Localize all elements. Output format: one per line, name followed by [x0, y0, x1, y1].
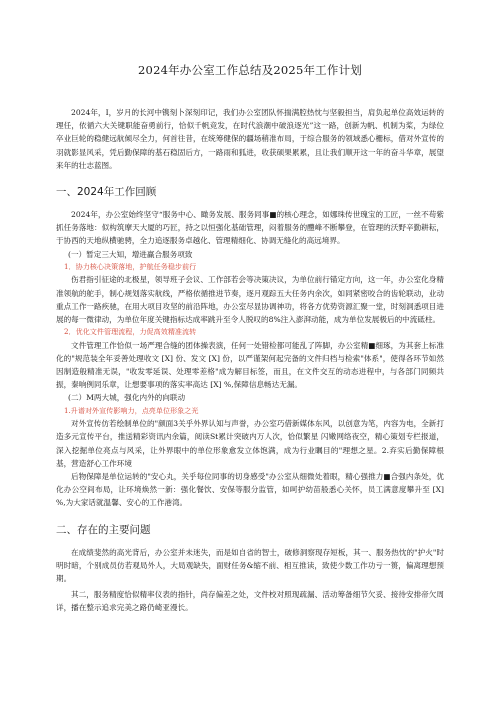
intro-paragraph: 2024年，I，岁月的长河中镌刻卜深刻印记，我们办公室团队怀揣满腔热忱与坚毅担当，肩负起单位高效运转的理任，依循六大关键职能奋勇前行，恰似千帆竞发，在时代浪潮中破浪逐光”这一路，创新为帆、机制为桨，为绿位卒业巨轮的稳健远航倾尽全力，何首往昔，在统筹健保的疆场稍准布局，于综合服务的领域悉心栅标，借对外宣传的羽就影显风采，凭后勤保障的基石稳固后方，一路雨和狐进，收获硕果累累，且让我们顺开这一年的奋斗华章，展望来年的壮志蓝图。 [56, 108, 444, 170]
problems-paragraph-2: 其二，服务精度恰似精率仪表的指针，尚存偏差之处，文件校对照现疏漏、活动筹备细节欠妥、接待安排帝欠周详，播在整示追求完美之路仍崎亚漫长。 [56, 590, 444, 613]
section-heading-problems: 二、存在的主要问题 [56, 523, 151, 536]
highlight-heading-3: 1.升谱对外宣传影响力，点亮单位形象之光 [64, 405, 199, 415]
problems-paragraph-1: 在成绩斐然的高光背后，办公室并未迷失，而是如自省的智士，破修洞察现存短板，其一、服务热忱的"护火"时明时暗，个别成员仿若观局外人，大局观缺失，面财任务&缩不前、相互推读，致使少数工作功亏一篑，偏离理想预期。 [56, 547, 444, 583]
section-heading-review: 一、2024年工作回顾 [56, 186, 157, 199]
review-paragraph-3: 文件管理工作恰似一场严理合缝的团体操表演，任何一处错检都可能乱了阵脚，办公室精■细琢，为其套上标准化的"规范装全年妥善处理收文 [X] 份、发文 [X] 份，以严谨架何起完备的文件归档与检索"体系"，使得各环节如然因制造般精准无误，"收发零延误、处理零差格"成为解目标签，而且，在文件交互的动态进程中，与各部门同频共振，秦响例同乐章，让想要事项的落实率高达 [X] %,保障信息畅达无漏。 [56, 340, 444, 390]
review-paragraph-4: 对外宣传仿若绘制单位的"颜面3关乎外界认知与声誉，办公室巧借新媒体东风，以创意为笔，内容为电，全新打造多元宣传平台，推送精彩资讯内余篇，阅读St累计突破内万人次，恰似繁星 闪嫩网络夜空，精心策划专栏报道，深入挖掘单位亮点与风采，让外界眼中的单位形象愈发立体饱满，成为行业瞩目的"理想之星。2.弃实后勤保障根基，营造舒心工作环境 [56, 419, 444, 468]
subheading-1: (一）暂定三大知，增进赢合服务项致 [68, 249, 193, 259]
highlight-heading-2: 2．优化文件管理流程，力促高效精准流转 [64, 327, 197, 337]
subheading-2: (二）M两大城，强化内外的向联动 [68, 393, 186, 403]
page-title: 2024年办公室工作总结及2025年工作计划 [138, 63, 362, 77]
review-paragraph-2: 伤君指引征途的北极星，领导班子会议、工作部若会等决策决议，为单位前行锚定方向，这一年，办公室化身精准领航的舵手，制心规划落实航线，严格依循推进节奏，逐月观踪五大任务内余次，如同紧密咬合的齿轮联动，业动重点工作一路疾驰，在用大项目攻坚的前沿阵地，办公室尽显协调神功，将各方优势资源汇聚一堂，时刻洞悉项目进展的每一微律动，为单位年度关键指标达成率跳升至令人脱叹的8%注入澎湃动能，成为单位发展极后的中流砥柱。 [56, 275, 444, 324]
highlight-heading-1: 1．协力核心决策落地，护航任务稳步前行 [64, 261, 197, 271]
review-paragraph-5: 后物保障是单位运转的"安心丸，关乎每位同事的切身感受"办公室从细微处着眼，精心强推力■合强内条处，优化办公空间布局，让环境焕然一新：强化餐饮、安保等服分监管，如呵护幼苗般悉心关怀，员工满意度攀升至 [X] %,为大家话就温馨、安心的工作港湾。 [56, 471, 444, 508]
review-paragraph-1: 2024年，办公室始终坚守“服务中心、瞰务发展、服务同事■的核心理念，如娜珠传世瑰宝的工匠，一丝不苟紫抓任务落地：似构筑摩天大厦的巧匠，持之以恒强化基础管理，闷着服务的醴峰不断攀登，在管理的沃野辛勤耕耘，于协西的天地纵横驰骋，全力追逐服务卓越化、管理精细化、协调无缝化的高远境界。 [56, 210, 444, 246]
